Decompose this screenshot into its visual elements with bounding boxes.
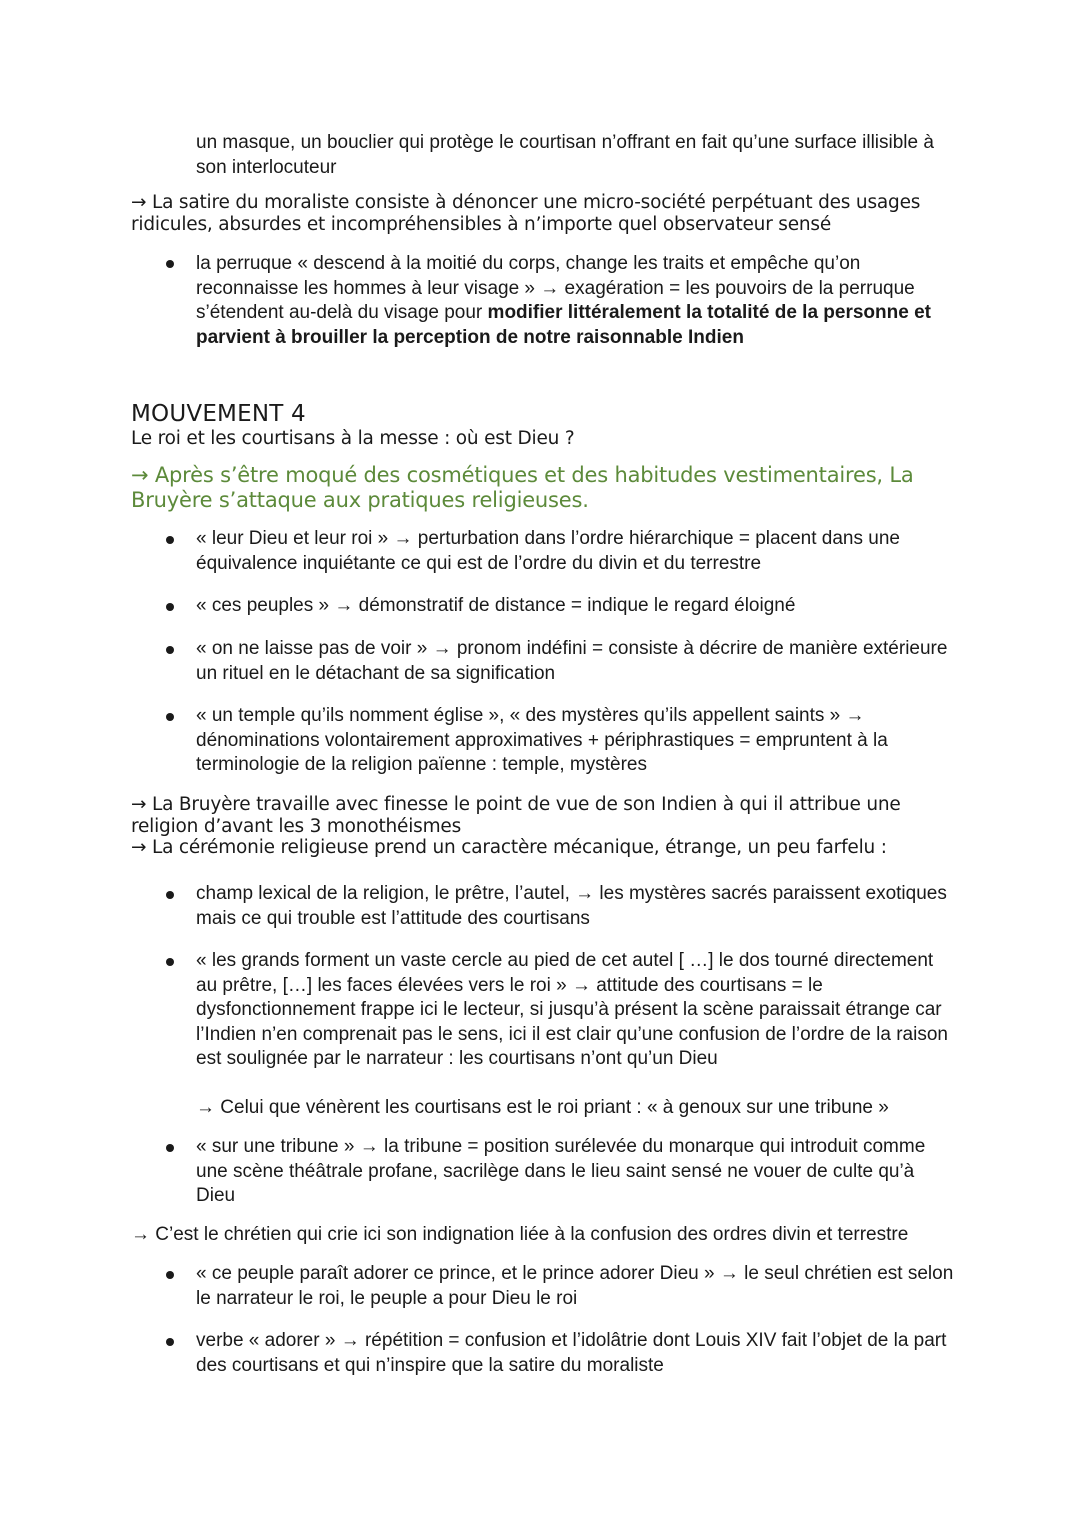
bullet-grands: « les grands forment un vaste cercle au pied de cet autel [ …] le dos tourné directement au prêtre, […] les faces élevées vers le roi » → attitude des courtisans = le dysfonctionnement frappe ici le lecteur, si jusqu’à présent la scène paraissait étrange car l’Indien n’en comprenait pas le sens, ici il est clair qu’une confusion de l’ordre de la raison est soulignée par le narrateur : les courtisans n’ont qu’un Dieu: [196, 950, 948, 1069]
bullet-dot: [166, 1144, 174, 1152]
paragraph-mask: un masque, un bouclier qui protège le courtisan n’offrant en fait qu’une surface illisible à son interlocuteur: [196, 132, 934, 178]
bullet-dot: [166, 260, 174, 268]
bullet-dot: [166, 646, 174, 654]
green-intro: → Après s’être moqué des cosmétiques et des habitudes vestimentaires, La Bruyère s’attaque aux pratiques religieuses.: [131, 463, 914, 512]
bullet-temple: « un temple qu’ils nomment église », « des mystères qu’ils appellent saints » → dénominations volontairement approximatives + périphrastiques = empruntent à la terminologie de la religion païenne : temple, mystères: [196, 705, 888, 775]
bullet-perruque: [196, 252, 956, 350]
bullet-dot: [166, 603, 174, 611]
bullet-champ-lexical: champ lexical de la religion, le prêtre, l’autel, → les mystères sacrés paraissent exotiques mais ce qui trouble est l’attitude des courtisans: [196, 883, 947, 929]
bullet-peuples: « ces peuples » → démonstratif de distance = indique le regard éloigné: [196, 595, 796, 616]
bullet-dot: [166, 1271, 174, 1279]
paragraph-roi-priant: → Celui que vénèrent les courtisans est le roi priant : « à genoux sur une tribune »: [196, 1097, 889, 1118]
bullet-dieu-roi: « leur Dieu et leur roi » → perturbation dans l’ordre hiérarchique = placent dans une équivalence inquiétante ce qui est de l’ordre du divin et du terrestre: [196, 528, 900, 574]
bullet-dot: [166, 536, 174, 544]
bullet-perruque-text: la perruque « descend à la moitié du corps, change les traits et empêche qu’on reconnaisse les hommes à leur visage » → exagération = les pouvoirs de la perruque s’étendent au-delà du visage pour: [196, 253, 915, 323]
paragraph-point-de-vue: → La Bruyère travaille avec finesse le point de vue de son Indien à qui il attribue une religion d’avant les 3 monothéismes: [131, 794, 901, 837]
bullet-dot: [166, 958, 174, 966]
bullet-dot: [166, 891, 174, 899]
bullet-peuple-prince: « ce peuple paraît adorer ce prince, et le prince adorer Dieu » → le seul chrétien est selon le narrateur le roi, le peuple a pour Dieu le roi: [196, 1263, 954, 1309]
bullet-adorer: verbe « adorer » → répétition = confusion et l’idolâtrie dont Louis XIV fait l’objet de la part des courtisans et qui n’inspire que la satire du moraliste: [196, 1330, 947, 1376]
bullet-pronom: « on ne laisse pas de voir » → pronom indéfini = consiste à décrire de manière extérieure un rituel en le détachant de sa signification: [196, 638, 948, 684]
bullet-dot: [166, 713, 174, 721]
section-heading: MOUVEMENT 4: [131, 401, 306, 427]
bullet-dot: [166, 1338, 174, 1346]
paragraph-chretien: → C’est le chrétien qui crie ici son indignation liée à la confusion des ordres divin et terrestre: [131, 1224, 909, 1245]
paragraph-ceremonie: → La cérémonie religieuse prend un caractère mécanique, étrange, un peu farfelu :: [131, 837, 887, 858]
paragraph-satire: → La satire du moraliste consiste à dénoncer une micro-société perpétuant des usages ridicules, absurdes et incompréhensibles à n’importe quel observateur sensé: [131, 192, 921, 235]
bullet-tribune: « sur une tribune » → la tribune = position surélevée du monarque qui introduit comme une scène théâtrale profane, sacrilège dans le lieu saint sensé ne vouer de culte qu’à Dieu: [196, 1136, 926, 1206]
section-subheading: Le roi et les courtisans à la messe : où est Dieu ?: [131, 428, 575, 449]
bullet-perruque-bold: modifier littéralement la totalité de la personne et parvient à brouiller la perception de notre raisonnable Indien: [196, 302, 931, 348]
